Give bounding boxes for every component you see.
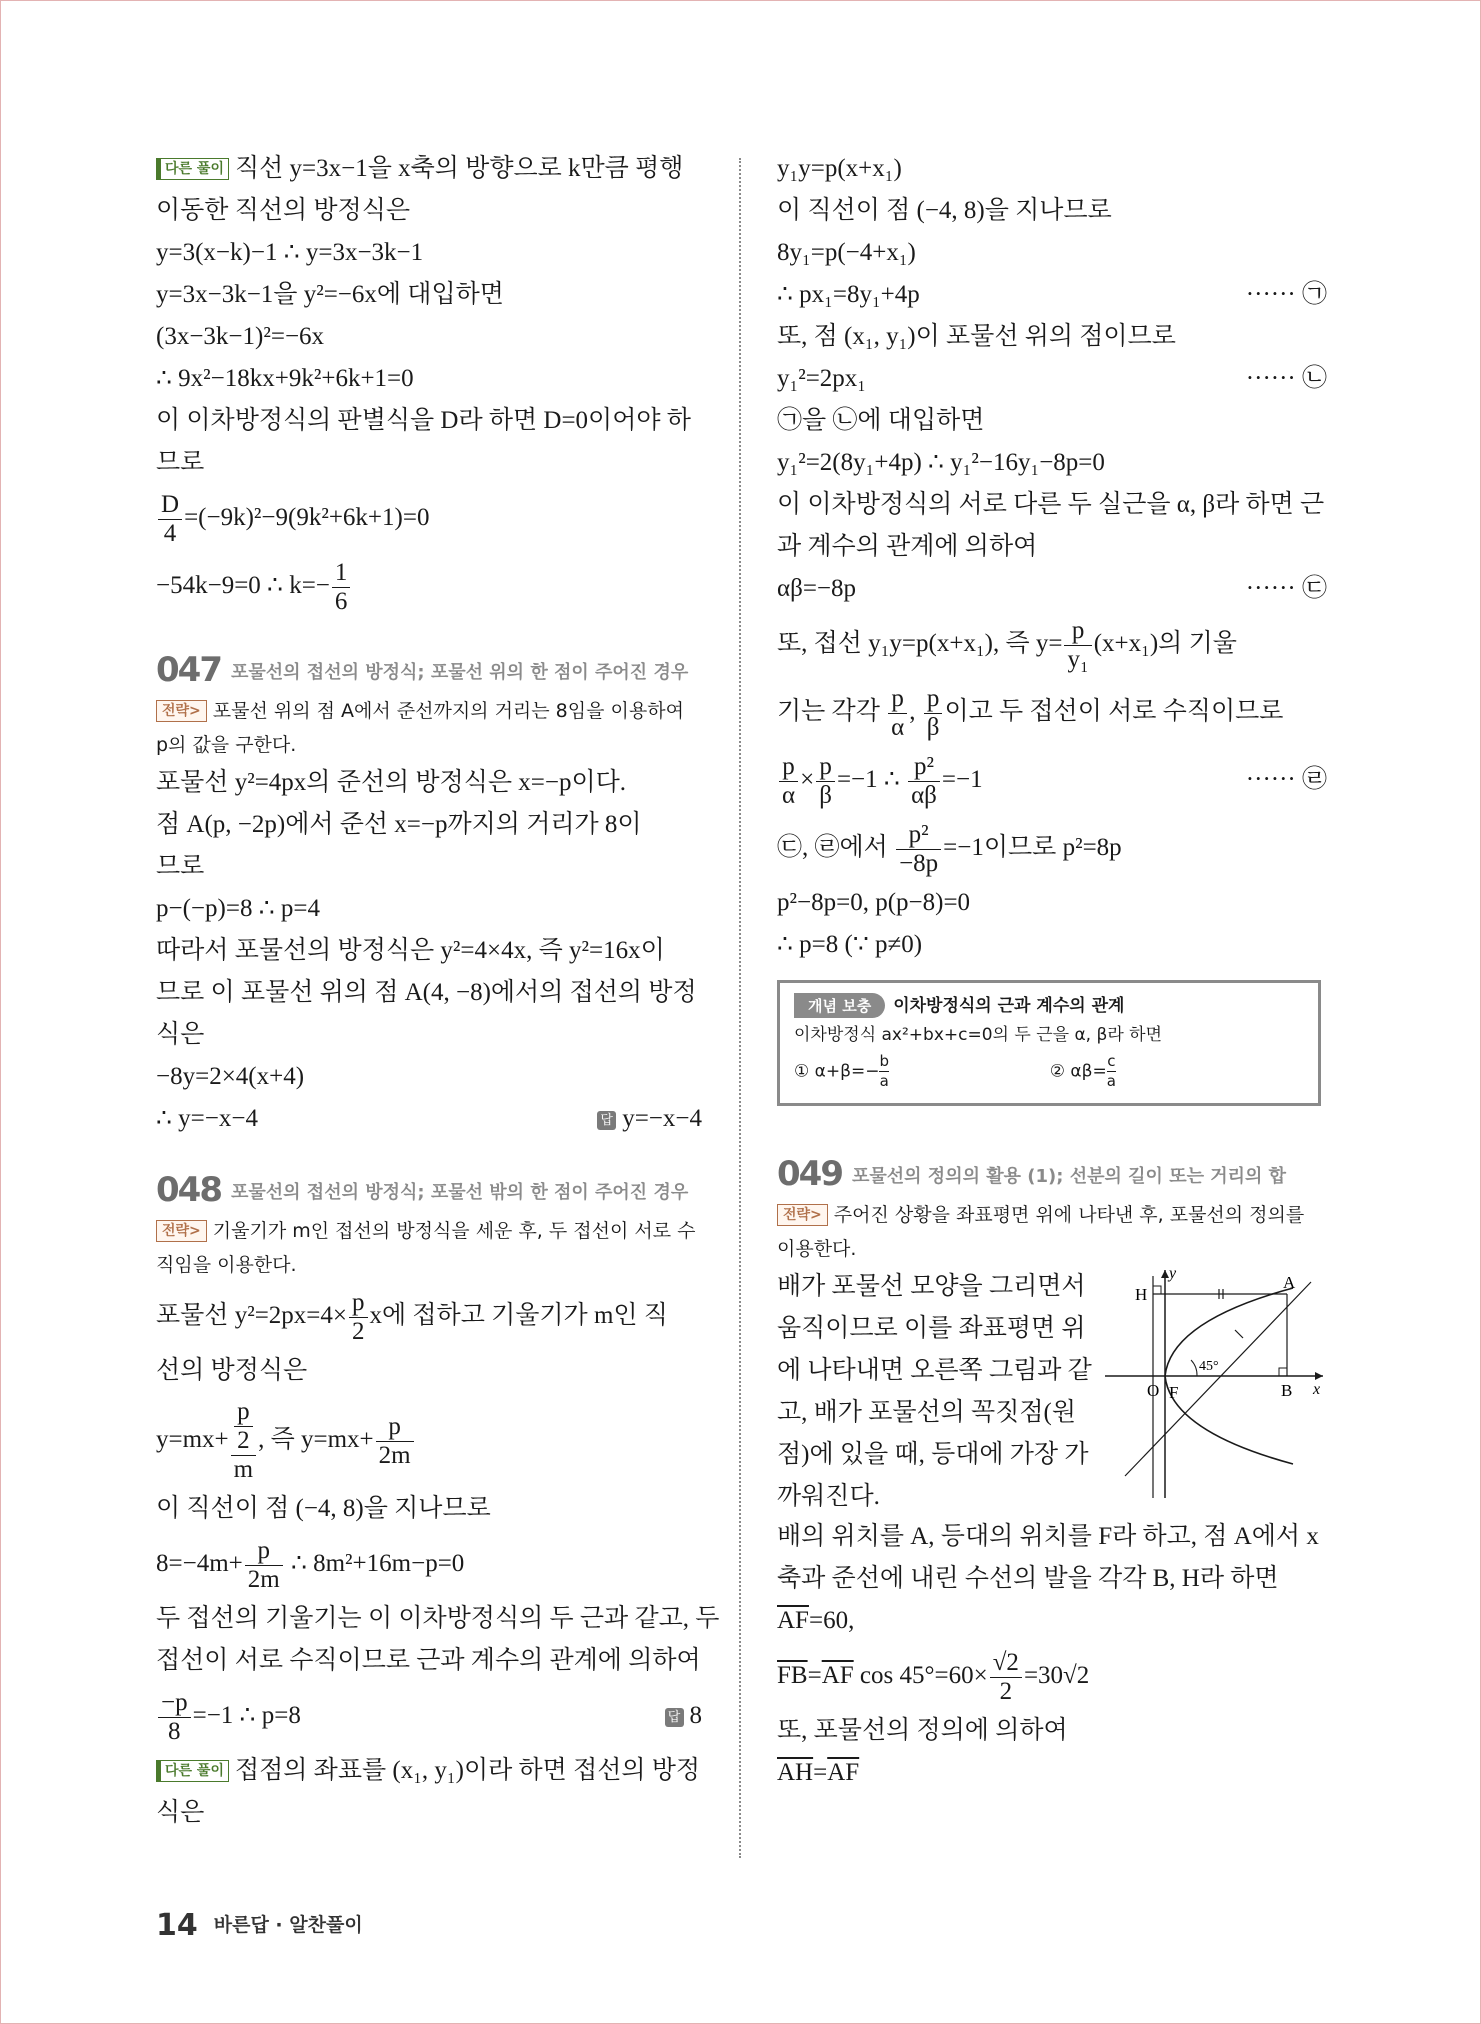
problem-049-header bbox=[777, 1154, 1327, 1194]
fraction: $\frac{D}{4}$ bbox=[158, 491, 182, 548]
equation-line: y₁²=2(8y₁+4p) ∴ y₁²−16y₁−8p=0 bbox=[777, 449, 1105, 476]
problem-title: 포물선의 접선의 방정식; 포물선 위의 한 점이 주어진 경우 bbox=[230, 662, 689, 683]
right-angle-H bbox=[1153, 1286, 1161, 1294]
equation-line: $\overline{FB}=\overline{AF}$ cos 45°=60× $\frac{√2}{2}$ =30√2 bbox=[777, 1648, 1090, 1705]
text-line: 두 접선의 기울기는 이 이차방정식의 두 근과 같고, 두 bbox=[156, 1605, 720, 1632]
strategy-tag: 전략> bbox=[156, 1220, 207, 1242]
other-solution-tag: 다른 풀이 bbox=[156, 1760, 229, 1782]
problem-title: 포물선의 접선의 방정식; 포물선 밖의 한 점이 주어진 경우 bbox=[230, 1182, 689, 1203]
right-column bbox=[777, 148, 1327, 1794]
footer-title: 바른답 · 알찬풀이 bbox=[213, 1914, 363, 1936]
label-A: A bbox=[1283, 1273, 1296, 1292]
text-line: 이 직선이 점 (−4, 8)을 지나므로 bbox=[777, 197, 1112, 224]
strategy-048: 전략> 기울기가 m인 접선의 방정식을 세운 후, 두 접선이 서로 수직임을 이용한다. bbox=[156, 1220, 696, 1276]
equation-line: 기는 각각 $\frac{p}{\alpha}$ , $\frac{p}{\beta}$ 이고 두 접선이 서로 수직이므로 bbox=[777, 684, 1284, 741]
text-line: 따라서 포물선의 방정식은 y²=4×4x, 즉 y²=16x이 bbox=[156, 937, 665, 964]
equation-line: y=3x−3k−1을 y²=−6x에 대입하면 bbox=[156, 281, 504, 308]
equation-line: y₁²=2px₁ ······ ㉡ bbox=[777, 358, 1327, 400]
other-solution-1-line: 다른 풀이 직선 y=3x−1을 x축의 방향으로 k만큼 평행 bbox=[156, 148, 702, 190]
text-line: 과 계수의 관계에 의하여 bbox=[777, 533, 1038, 560]
text-line: 이동한 직선의 방정식은 bbox=[156, 197, 411, 224]
concept-tag: 개념 보충 bbox=[794, 993, 885, 1018]
equation-line: y=3(x−k)−1 ∴ y=3x−3k−1 bbox=[156, 239, 424, 266]
fraction: $\frac{p}{\text{y₁}}$ bbox=[1064, 617, 1091, 674]
text-line: 므로 bbox=[156, 853, 205, 880]
label-angle: 45° bbox=[1199, 1359, 1219, 1374]
answer-048: 답 8 bbox=[665, 1682, 703, 1750]
label-H: H bbox=[1135, 1285, 1148, 1304]
label-O: O bbox=[1147, 1381, 1160, 1400]
text-line: 이 직선이 점 (−4, 8)을 지나므로 bbox=[156, 1495, 491, 1522]
fraction: $\frac{p}{2m}$ bbox=[376, 1413, 414, 1470]
text-line: 식은 bbox=[156, 1021, 205, 1048]
text-line: 고, 배가 포물선의 꼭짓점(원 bbox=[777, 1399, 1076, 1426]
equation-line: $\frac{p}{\alpha}$ × $\frac{p}{\beta}$ =−1 ∴ $\frac{\text{p²}}{\alpha\beta}$ =−1 ······ ㉣ bbox=[777, 746, 1327, 814]
equation-ref: ······ ㉡ bbox=[1245, 365, 1327, 392]
label-y: y bbox=[1169, 1266, 1177, 1282]
problem-number: 048 bbox=[156, 1170, 221, 1210]
text-line: 식은 bbox=[156, 1799, 205, 1826]
equation-line: (3x−3k−1)²=−6x bbox=[156, 323, 325, 350]
fraction: $\frac{1}{6}$ bbox=[332, 559, 351, 616]
text-line: 또, 포물선의 정의에 의하여 bbox=[777, 1717, 1068, 1744]
page-number: 14 bbox=[156, 1908, 198, 1943]
y-axis-arrow bbox=[1161, 1270, 1169, 1278]
strategy-047: 전략> 포물선 위의 점 A에서 준선까지의 거리는 8임을 이용하여 p의 값을 구한다. bbox=[156, 700, 684, 756]
concept-line: 이차방정식 ax²+bx+c=0의 두 근을 α, β라 하면 bbox=[794, 1025, 1162, 1045]
problem-047-header bbox=[156, 650, 702, 690]
equation-line: 8=−4m+ $\frac{p}{2m}$ ∴ 8m²+16m−p=0 bbox=[156, 1536, 465, 1593]
text-line: 이 이차방정식의 서로 다른 두 실근을 α, β라 하면 근 bbox=[777, 491, 1325, 518]
right-angle-B bbox=[1279, 1368, 1287, 1376]
concept-title: 이차방정식의 근과 계수의 관계 bbox=[893, 996, 1125, 1016]
label-F: F bbox=[1169, 1383, 1179, 1402]
fraction: $\frac{\text{p²}}{\alpha\beta}$ bbox=[908, 753, 940, 810]
strategy-tag: 전략> bbox=[156, 700, 207, 722]
strategy-049: 전략> 주어진 상황을 좌표평면 위에 나타낸 후, 포물선의 정의를 이용한다. bbox=[777, 1204, 1305, 1260]
fraction: $\frac{p}{2m}$ bbox=[245, 1537, 283, 1594]
fraction: $\frac{\text{p²}}{-8p}$ bbox=[896, 821, 941, 878]
text-line: 점 A(p, −2p)에서 준선 x=−p까지의 거리가 8이 bbox=[156, 811, 642, 838]
equation-ref: ······ ㉠ bbox=[1245, 281, 1327, 308]
column-divider bbox=[739, 158, 741, 1858]
text-line: 선의 방정식은 bbox=[156, 1357, 308, 1384]
equation-line: $\frac{-p}{8}$ =−1 ∴ p=8 답 8 bbox=[156, 1682, 702, 1750]
nested-fraction: $\frac{\frac{p}{2}}{m}$ bbox=[231, 1398, 256, 1484]
concept-formulas: ① α+β=− $\frac{b}{a}$ ② αβ= $\frac{c}{a}$ bbox=[794, 1052, 1116, 1090]
text-line: 에 나타내면 오른쪽 그림과 같 bbox=[777, 1357, 1092, 1384]
fraction: $\frac{√2}{2}$ bbox=[990, 1649, 1022, 1706]
equation-line: 8y₁=p(−4+x₁) bbox=[777, 239, 916, 266]
problem-number: 047 bbox=[156, 650, 221, 690]
text-line: 까워진다. bbox=[777, 1483, 880, 1510]
other-solution-2-line: 다른 풀이 접점의 좌표를 (x₁, y₁)이라 하면 접선의 방정 bbox=[156, 1750, 702, 1792]
page-footer bbox=[156, 1908, 363, 1943]
text-line: 점)에 있을 때, 등대에 가장 가 bbox=[777, 1441, 1089, 1468]
text-line: ㉠을 ㉡에 대입하면 bbox=[777, 407, 985, 434]
equation-line: y₁y=p(x+x₁) bbox=[777, 155, 902, 182]
fraction: $\frac{p}{\beta}$ bbox=[816, 753, 835, 810]
equation-line: p²−8p=0, p(p−8)=0 bbox=[777, 889, 971, 916]
fraction: $\frac{p}{\alpha}$ bbox=[779, 753, 798, 810]
label-x: x bbox=[1313, 1381, 1321, 1398]
text-line: 므로 이 포물선 위의 점 A(4, −8)에서의 접선의 방정 bbox=[156, 979, 697, 1006]
text-line: 움직이므로 이를 좌표평면 위 bbox=[777, 1315, 1086, 1342]
concept-box bbox=[777, 980, 1321, 1106]
figure-text-block bbox=[777, 1266, 1327, 1516]
x-axis-arrow bbox=[1315, 1372, 1323, 1380]
text-line: 접선이 서로 수직이므로 근과 계수의 관계에 의하여 bbox=[156, 1647, 701, 1674]
answer-047: 답 y=−x−4 bbox=[597, 1098, 702, 1140]
equation-line: $\overline{AF}=60$, bbox=[777, 1607, 855, 1634]
tangent-line-equation: y=mx+ $\frac{\frac{p}{2}}{m}$ , 즉 y=mx+ $\frac{p}{2m}$ bbox=[156, 1392, 702, 1488]
text-line: 므로 bbox=[156, 449, 205, 476]
text-line: 또, 점 (x₁, y₁)이 포물선 위의 점이므로 bbox=[777, 323, 1176, 350]
equation-ref: ······ ㉣ bbox=[1245, 766, 1327, 793]
equation-line: ∴ y=−x−4 답 y=−x−4 bbox=[156, 1098, 702, 1140]
fraction: $\frac{p}{\alpha}$ bbox=[888, 685, 907, 742]
problem-title: 포물선의 정의의 활용 (1); 선분의 길이 또는 거리의 합 bbox=[851, 1166, 1287, 1187]
answer-mark: 답 bbox=[597, 1111, 616, 1130]
equation-ref: ······ ㉢ bbox=[1245, 575, 1327, 602]
equation-line: ∴ 9x²−18kx+9k²+6k+1=0 bbox=[156, 365, 414, 392]
equation-line: ∴ p=8 (∵ p≠0) bbox=[777, 931, 923, 958]
text-line: 축과 준선에 내린 수선의 발을 각각 B, H라 하면 bbox=[777, 1565, 1279, 1592]
answer-mark: 답 bbox=[665, 1708, 684, 1727]
text-line: 배가 포물선 모양을 그리면서 bbox=[777, 1273, 1086, 1300]
text-line: 이 이차방정식의 판별식을 D라 하면 D=0이어야 하 bbox=[156, 407, 691, 434]
equation-line: 포물선 y²=2px=4× $\frac{p}{2}$ x에 접하고 기울기가 m인 직 bbox=[156, 1288, 668, 1345]
fraction: $\frac{p}{2}$ bbox=[349, 1289, 368, 1346]
equation-line: ㉢, ㉣에서 $\frac{\text{p²}}{-8p}$ =−1이므로 p²=8p bbox=[777, 820, 1122, 877]
equation-line: $\overline{AH}=\overline{AF}$ bbox=[777, 1759, 860, 1786]
equation-line: 또, 접선 y₁y=p(x+x₁), 즉 y= $\frac{p}{\text{y₁}}$ (x+x₁)의 기울 bbox=[777, 616, 1237, 673]
fraction: $\frac{p}{\beta}$ bbox=[924, 685, 943, 742]
fraction: $\frac{-p}{8}$ bbox=[158, 1689, 191, 1746]
k-result-equation: −54k−9=0 ∴ k=− $\frac{1}{6}$ bbox=[156, 552, 702, 620]
parabola-figure bbox=[1105, 1266, 1327, 1498]
equation-line: αβ=−8p ······ ㉢ bbox=[777, 568, 1327, 610]
equation-line: ∴ px₁=8y₁+4p ······ ㉠ bbox=[777, 274, 1327, 316]
text-line: 포물선 y²=4px의 준선의 방정식은 x=−p이다. bbox=[156, 769, 626, 796]
equation-line: p−(−p)=8 ∴ p=4 bbox=[156, 895, 320, 922]
other-solution-tag: 다른 풀이 bbox=[156, 158, 229, 180]
problem-number: 049 bbox=[777, 1154, 842, 1194]
discriminant-equation: $\frac{D}{4}$ =(−9k)²−9(9k²+6k+1)=0 bbox=[156, 484, 702, 552]
left-column bbox=[156, 148, 720, 1834]
text-line: 배의 위치를 A, 등대의 위치를 F라 하고, 점 A에서 x bbox=[777, 1523, 1319, 1550]
equation-line: −8y=2×4(x+4) bbox=[156, 1063, 305, 1090]
problem-048-header bbox=[156, 1170, 702, 1210]
label-B: B bbox=[1281, 1381, 1293, 1400]
strategy-tag: 전략> bbox=[777, 1204, 828, 1226]
